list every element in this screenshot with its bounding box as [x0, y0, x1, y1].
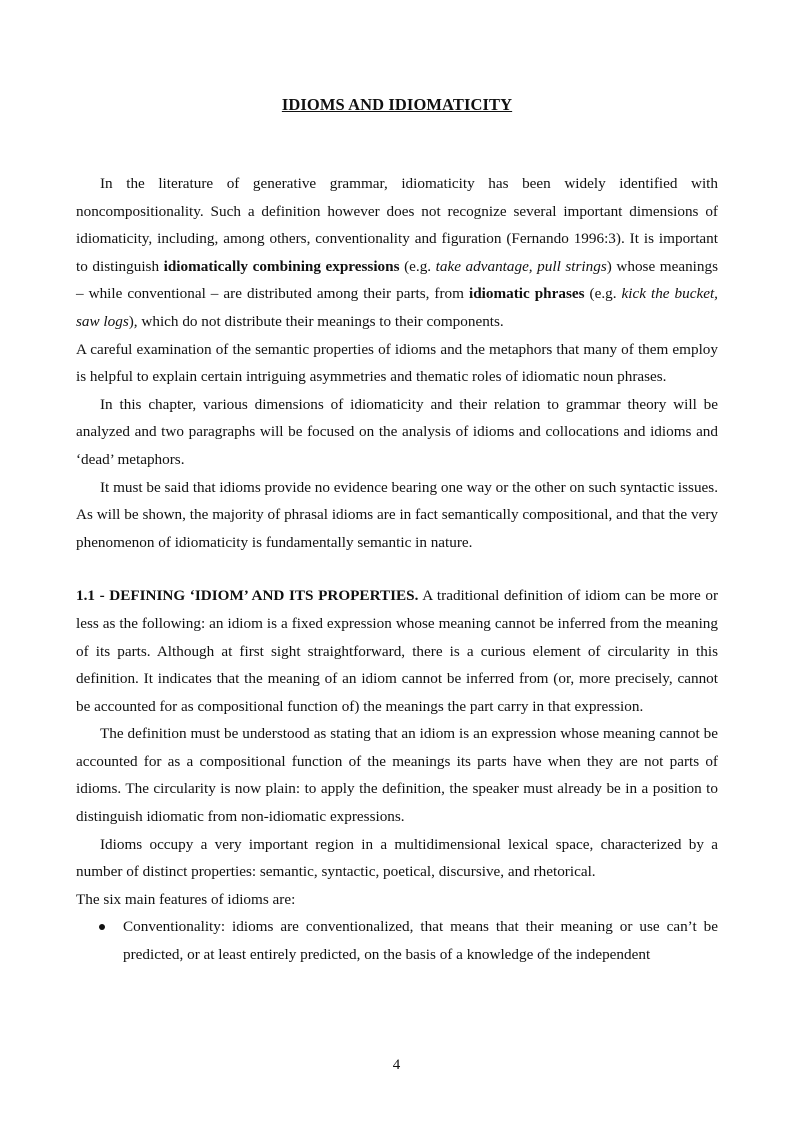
text-run: ) whose meanings – while conventional – are distributed among their parts, from — [76, 257, 718, 303]
section-1-1-paragraph-2: The definition must be understood as stating that an idiom is an expression whose meaning cannot be accounted for as a compositional function of the meanings its parts have when they are not parts of idioms. The circularity is now plain: to apply the definition, the speaker must already be in a position to distinguish idiomatic from non-idiomatic expressions. — [76, 725, 718, 826]
text-run: A traditional definition of idiom can be more or less as the following: an idiom is a fixed expression whose meaning cannot be inferred from the meaning of its parts. Although at first sight straightforward, there is a curious element of circularity in this definition. It indicates that the meaning of an idiom cannot be inferred from (or, more precisely, cannot be accounted for as compositional function of) the meanings the part carry in that expression. — [76, 587, 718, 715]
features-intro: The six main features of idioms are: — [76, 890, 296, 908]
page-number: 4 — [392, 1057, 401, 1073]
intro-paragraph-3: In this chapter, various dimensions of idiomaticity and their relation to grammar theory will be analyzed and two paragraphs will be focused on the analysis of idioms and collocations and idioms and ‘dead’ metaphors. — [76, 395, 718, 468]
example-idiomatically-combining: take advantage, pull strings — [435, 257, 607, 275]
section-spacer — [76, 556, 718, 582]
section-1-1-paragraph-1 — [76, 582, 718, 720]
features-list — [76, 913, 718, 968]
text-run: (e.g. — [584, 285, 622, 303]
section-heading: 1.1 - DEFINING ‘IDIOM’ AND ITS PROPERTIES. — [76, 587, 419, 605]
body-text — [76, 170, 718, 969]
section-1-1-paragraph-3: Idioms occupy a very important region in a multidimensional lexical space, characterized by a number of distinct properties: semantic, syntactic, poetical, discursive, and rhetorical. — [76, 835, 718, 881]
example-idiomatic-phrases: kick the bucket, saw logs — [76, 285, 718, 330]
intro-paragraph-1 — [76, 170, 718, 336]
list-item-text: Conventionality: idioms are conventionalized, that means that their meaning or use can’t be predicted, or at least entirely predicted, on the basis of a knowledge of the independent — [123, 918, 718, 964]
text-run: ), which do not distribute their meanings to their components. — [128, 312, 504, 330]
bullet-icon — [99, 924, 105, 930]
intro-paragraph-4: It must be said that idioms provide no evidence bearing one way or the other on such syntactic issues. As will be shown, the majority of phrasal idioms are in fact semantically compositional, and that the very phenomenon of idiomaticity is fundamentally semantic in nature. — [76, 478, 718, 551]
term-idiomatically-combining-expressions: idiomatically combining expressions — [163, 257, 400, 275]
text-run: In the literature of generative grammar, idiomaticity has been widely identified with noncompositionality. Such a definition however does not recognize several important dimensions of idiomaticity, including, among others, conventionality and figuration (Fernando 1996:3). It is important to distinguish — [76, 175, 718, 275]
intro-paragraph-2: A careful examination of the semantic properties of idioms and the metaphors that many of them employ is helpful to explain certain intriguing asymmetries and thematic roles of idiomatic noun phrases. — [76, 340, 718, 386]
list-item — [76, 913, 718, 968]
chapter-title: IDIOMS AND IDIOMATICITY — [281, 95, 513, 114]
text-run: (e.g. — [399, 257, 436, 275]
term-idiomatic-phrases: idiomatic phrases — [468, 285, 585, 303]
